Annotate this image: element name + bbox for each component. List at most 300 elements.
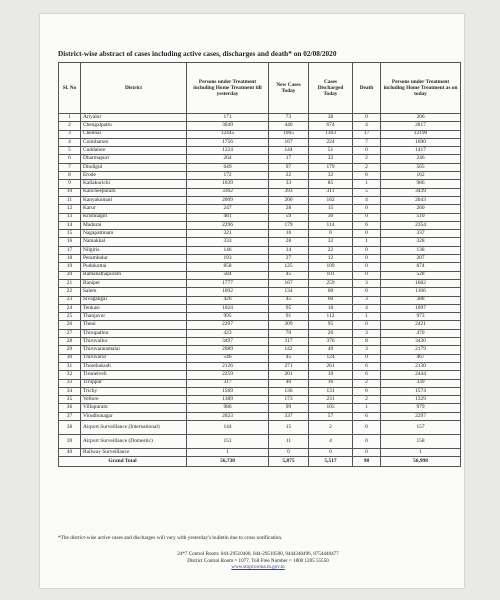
row-death: 0	[353, 205, 381, 213]
row-sl-no: 36	[59, 404, 81, 412]
row-prev-treatment: 3362	[187, 188, 269, 196]
grand-total-discharged: 5,517	[309, 457, 353, 467]
table-row	[59, 288, 461, 296]
table-row	[59, 338, 461, 346]
row-death: 0	[353, 387, 381, 395]
row-new-cases: 393	[269, 188, 309, 196]
row-district: Thiruvannamalai	[81, 346, 187, 354]
row-district: Cuddalore	[81, 147, 187, 155]
contact-info	[58, 551, 458, 571]
row-death: 7	[353, 138, 381, 146]
row-discharged: 51	[309, 147, 353, 155]
row-prev-treatment: 172	[187, 172, 269, 180]
row-sl-no: 40	[59, 448, 81, 456]
row-death: 0	[353, 288, 381, 296]
row-new-cases: 179	[269, 221, 309, 229]
row-treatment-today: 328	[381, 238, 461, 246]
row-treatment-today: 874	[381, 263, 461, 271]
row-death: 0	[353, 321, 381, 329]
row-discharged: 10	[309, 371, 353, 379]
row-treatment-today: 246	[381, 155, 461, 163]
table-row	[59, 387, 461, 395]
column-header: Persons under Treatment including Home Treatment till yesterday	[187, 63, 269, 114]
row-prev-treatment: 1092	[187, 288, 269, 296]
row-treatment-today: 337	[381, 230, 461, 238]
row-new-cases: 271	[269, 362, 309, 370]
row-district: Salem	[81, 288, 187, 296]
row-new-cases: 167	[269, 279, 309, 287]
row-sl-no: 16	[59, 238, 81, 246]
row-new-cases: 125	[269, 263, 309, 271]
row-new-cases: 28	[269, 238, 309, 246]
grand-total-new: 5,875	[269, 457, 309, 467]
row-prev-treatment: 1324	[187, 147, 269, 155]
row-treatment-today: 1329	[381, 396, 461, 404]
row-discharged: 224	[309, 138, 353, 146]
row-treatment-today: 470	[381, 329, 461, 337]
row-new-cases: 95	[269, 304, 309, 312]
row-discharged: 131	[309, 387, 353, 395]
row-new-cases: 33	[269, 180, 309, 188]
row-prev-treatment: 12445	[187, 130, 269, 138]
row-prev-treatment: 151	[187, 434, 269, 448]
row-treatment-today: 3430	[381, 338, 461, 346]
row-new-cases: 200	[269, 196, 309, 204]
row-treatment-today: 2817	[381, 122, 461, 130]
row-new-cases: 91	[269, 313, 309, 321]
row-discharged: 49	[309, 346, 353, 354]
district-table	[58, 62, 461, 467]
row-death: 0	[353, 448, 381, 456]
row-treatment-today: 528	[381, 271, 461, 279]
row-treatment-today: 339	[381, 379, 461, 387]
row-treatment-today: 162	[381, 172, 461, 180]
column-header: Death	[353, 63, 381, 114]
row-district: Kallakurichi	[81, 180, 187, 188]
row-prev-treatment: 2023	[187, 412, 269, 420]
row-treatment-today: 467	[381, 354, 461, 362]
row-death: 0	[353, 255, 381, 263]
row-new-cases: 446	[269, 122, 309, 130]
column-header: Persons under Treatment including Home Treatment as on today	[381, 63, 461, 114]
row-sl-no: 21	[59, 279, 81, 287]
row-prev-treatment: 1	[187, 448, 269, 456]
row-treatment-today: 260	[381, 205, 461, 213]
row-sl-no: 13	[59, 213, 81, 221]
row-sl-no: 25	[59, 313, 81, 321]
row-death: 1	[353, 238, 381, 246]
row-treatment-today: 1	[381, 448, 461, 456]
row-discharged: 32	[309, 172, 353, 180]
row-discharged: 12	[309, 255, 353, 263]
row-death: 1	[353, 180, 381, 188]
row-discharged: 60	[309, 288, 353, 296]
row-prev-treatment: 171	[187, 114, 269, 122]
row-district: Nagapattinam	[81, 230, 187, 238]
row-district: Thanjavur	[81, 313, 187, 321]
row-new-cases: 45	[269, 354, 309, 362]
row-death: 6	[353, 371, 381, 379]
row-sl-no: 30	[59, 354, 81, 362]
row-discharged: 30	[309, 213, 353, 221]
row-new-cases: 22	[269, 172, 309, 180]
row-discharged: 179	[309, 163, 353, 171]
row-treatment-today: 1166	[381, 288, 461, 296]
row-sl-no: 35	[59, 396, 81, 404]
row-death: 0	[353, 271, 381, 279]
row-new-cases: 73	[269, 114, 309, 122]
row-discharged: 231	[309, 396, 353, 404]
row-prev-treatment: 317	[187, 379, 269, 387]
row-death: 1	[353, 404, 381, 412]
row-discharged: 95	[309, 321, 353, 329]
row-prev-treatment: 995	[187, 313, 269, 321]
row-new-cases: 1065	[269, 130, 309, 138]
row-sl-no: 14	[59, 221, 81, 229]
row-treatment-today: 12190	[381, 130, 461, 138]
row-prev-treatment: 649	[187, 163, 269, 171]
row-treatment-today: 2043	[381, 196, 461, 204]
row-district: Namakkal	[81, 238, 187, 246]
row-new-cases: 14	[269, 246, 309, 254]
row-death: 6	[353, 362, 381, 370]
row-sl-no: 37	[59, 412, 81, 420]
table-row	[59, 271, 461, 279]
table-row	[59, 163, 461, 171]
row-sl-no: 17	[59, 246, 81, 254]
row-treatment-today: 565	[381, 163, 461, 171]
table-row	[59, 396, 461, 404]
row-sl-no: 27	[59, 329, 81, 337]
table-row	[59, 205, 461, 213]
table-row	[59, 180, 461, 188]
row-treatment-today: 2130	[381, 362, 461, 370]
row-district: Chengalpattu	[81, 122, 187, 130]
row-treatment-today: 157	[381, 420, 461, 434]
table-row	[59, 279, 461, 287]
table-row	[59, 304, 461, 312]
row-district: Dharmapuri	[81, 155, 187, 163]
table-row	[59, 329, 461, 337]
row-death: 0	[353, 246, 381, 254]
row-death: 4	[353, 122, 381, 130]
row-sl-no: 19	[59, 263, 81, 271]
table-row	[59, 147, 461, 155]
row-sl-no: 9	[59, 180, 81, 188]
row-sl-no: 2	[59, 122, 81, 130]
row-discharged: 4	[309, 434, 353, 448]
row-death: 3	[353, 346, 381, 354]
row-death: 4	[353, 304, 381, 312]
row-sl-no: 3	[59, 130, 81, 138]
row-sl-no: 7	[59, 163, 81, 171]
row-death: 1	[353, 313, 381, 321]
row-district: Railway Surveillance	[81, 448, 187, 456]
row-prev-treatment: 247	[187, 205, 269, 213]
row-discharged: 20	[309, 329, 353, 337]
row-treatment-today: 1097	[381, 304, 461, 312]
row-prev-treatment: 3497	[187, 338, 269, 346]
row-new-cases: 0	[269, 448, 309, 456]
row-new-cases: 337	[269, 412, 309, 420]
table-row	[59, 321, 461, 329]
row-death: 0	[353, 114, 381, 122]
row-district: Airport Surveillance (International)	[81, 420, 187, 434]
row-discharged: 674	[309, 122, 353, 130]
row-death: 6	[353, 221, 381, 229]
row-sl-no: 11	[59, 196, 81, 204]
table-row	[59, 296, 461, 304]
table-row	[59, 263, 461, 271]
row-district: Madurai	[81, 221, 187, 229]
row-district: Theni	[81, 321, 187, 329]
table-header-row	[59, 63, 461, 114]
row-new-cases: 15	[269, 420, 309, 434]
row-sl-no: 1	[59, 114, 81, 122]
row-treatment-today: 1574	[381, 387, 461, 395]
table-row	[59, 412, 461, 420]
row-death: 2	[353, 396, 381, 404]
table-row	[59, 362, 461, 370]
row-district: Karur	[81, 205, 187, 213]
row-district: Ranipet	[81, 279, 187, 287]
row-death: 2	[353, 155, 381, 163]
row-discharged: 15	[309, 205, 353, 213]
row-prev-treatment: 2259	[187, 371, 269, 379]
row-district: Pudukottai	[81, 263, 187, 271]
row-new-cases: 45	[269, 296, 309, 304]
row-district: Airport Surveillance (Domestic)	[81, 434, 187, 448]
footnote: *The district-wise active cases and discharges will vary with yesterday's bulletin due to cross notification.	[58, 535, 283, 541]
row-new-cases: 16	[269, 230, 309, 238]
row-treatment-today: 2354	[381, 221, 461, 229]
row-treatment-today: 510	[381, 213, 461, 221]
row-death: 3	[353, 296, 381, 304]
column-header: District	[81, 63, 187, 114]
row-discharged: 60	[309, 296, 353, 304]
table-row	[59, 434, 461, 448]
table-row	[59, 346, 461, 354]
row-district: Sivagangai	[81, 296, 187, 304]
table-row	[59, 313, 461, 321]
row-new-cases: 173	[269, 396, 309, 404]
row-discharged: 259	[309, 279, 353, 287]
row-new-cases: 27	[269, 255, 309, 263]
grand-total-today: 56,998	[381, 457, 461, 467]
row-district: Thirupathur	[81, 329, 187, 337]
row-treatment-today: 206	[381, 114, 461, 122]
row-prev-treatment: 2009	[187, 196, 269, 204]
row-death: 3	[353, 279, 381, 287]
row-prev-treatment: 333	[187, 238, 269, 246]
row-new-cases: 317	[269, 338, 309, 346]
row-discharged: 1303	[309, 130, 353, 138]
row-sl-no: 29	[59, 346, 81, 354]
row-district: Chennai	[81, 130, 187, 138]
table-row	[59, 379, 461, 387]
row-sl-no: 4	[59, 138, 81, 146]
row-prev-treatment: 1389	[187, 396, 269, 404]
row-new-cases: 97	[269, 163, 309, 171]
row-death: 0	[353, 230, 381, 238]
row-new-cases: 11	[269, 434, 309, 448]
table-row	[59, 255, 461, 263]
row-sl-no: 12	[59, 205, 81, 213]
row-district: Nilgiris	[81, 246, 187, 254]
row-death: 0	[353, 420, 381, 434]
row-treatment-today: 2297	[381, 412, 461, 420]
district-control-line: District Control Room = 1077, Toll Free Number = 1800 1205 55550	[187, 557, 329, 564]
row-prev-treatment: 426	[187, 296, 269, 304]
column-header: New Cases Today	[269, 63, 309, 114]
row-death: 0	[353, 213, 381, 221]
row-discharged: 109	[309, 263, 353, 271]
row-sl-no: 32	[59, 371, 81, 379]
row-district: Thiruvarur	[81, 354, 187, 362]
row-death: 8	[353, 338, 381, 346]
grand-total-label: Grand Total	[59, 457, 187, 467]
table-row	[59, 238, 461, 246]
row-district: Erode	[81, 172, 187, 180]
row-district: Coimbatore	[81, 138, 187, 146]
row-district: Krishnagiri	[81, 213, 187, 221]
row-prev-treatment: 146	[187, 246, 269, 254]
row-prev-treatment: 3049	[187, 122, 269, 130]
row-discharged: 261	[309, 362, 353, 370]
row-district: Vellore	[81, 396, 187, 404]
table-row	[59, 196, 461, 204]
row-prev-treatment: 2207	[187, 321, 269, 329]
row-new-cases: 136	[269, 387, 309, 395]
row-discharged: 22	[309, 246, 353, 254]
row-new-cases: 70	[269, 329, 309, 337]
row-discharged: 162	[309, 196, 353, 204]
row-new-cases: 59	[269, 213, 309, 221]
row-new-cases: 134	[269, 288, 309, 296]
row-death: 0	[353, 354, 381, 362]
row-treatment-today: 986	[381, 180, 461, 188]
row-district: Ariyalur	[81, 114, 187, 122]
table-row	[59, 188, 461, 196]
row-death: 2	[353, 163, 381, 171]
row-prev-treatment: 584	[187, 271, 269, 279]
row-treatment-today: 1417	[381, 147, 461, 155]
table-row	[59, 230, 461, 238]
row-district: Thiruvallur	[81, 338, 187, 346]
row-treatment-today: 388	[381, 296, 461, 304]
row-prev-treatment: 858	[187, 263, 269, 271]
row-prev-treatment: 423	[187, 329, 269, 337]
row-sl-no: 28	[59, 338, 81, 346]
row-sl-no: 6	[59, 155, 81, 163]
row-treatment-today: 2444	[381, 371, 461, 379]
table-row	[59, 404, 461, 412]
row-treatment-today: 979	[381, 404, 461, 412]
row-treatment-today: 138	[381, 246, 461, 254]
row-district: Virudhunagar	[81, 412, 187, 420]
row-district: Kanyakumari	[81, 196, 187, 204]
row-prev-treatment: 264	[187, 155, 269, 163]
row-prev-treatment: 1039	[187, 180, 269, 188]
control-room-line: 24*7 Control Room: 044-29510400, 044-29510500, 9444340496, 8754448477	[177, 551, 339, 557]
row-prev-treatment: 2089	[187, 346, 269, 354]
row-death: 6	[353, 412, 381, 420]
row-sl-no: 10	[59, 188, 81, 196]
row-discharged: 124	[309, 354, 353, 362]
row-prev-treatment: 1569	[187, 387, 269, 395]
website-link[interactable]: www.stopcorona.tn.gov.in	[231, 564, 285, 571]
row-prev-treatment: 321	[187, 230, 269, 238]
row-sl-no: 23	[59, 296, 81, 304]
table-row	[59, 371, 461, 379]
row-new-cases: 142	[269, 346, 309, 354]
row-district: Trichy	[81, 387, 187, 395]
row-sl-no: 15	[59, 230, 81, 238]
row-discharged: 0	[309, 448, 353, 456]
row-prev-treatment: 2126	[187, 362, 269, 370]
row-discharged: 105	[309, 404, 353, 412]
row-sl-no: 26	[59, 321, 81, 329]
row-death: 0	[353, 263, 381, 271]
row-treatment-today: 973	[381, 313, 461, 321]
row-discharged: 114	[309, 221, 353, 229]
row-discharged: 16	[309, 379, 353, 387]
row-new-cases: 17	[269, 155, 309, 163]
row-discharged: 101	[309, 271, 353, 279]
row-discharged: 311	[309, 188, 353, 196]
row-new-cases: 167	[269, 138, 309, 146]
row-sl-no: 20	[59, 271, 81, 279]
row-discharged: 33	[309, 155, 353, 163]
row-prev-treatment: 546	[187, 354, 269, 362]
row-treatment-today: 158	[381, 434, 461, 448]
row-treatment-today: 2179	[381, 346, 461, 354]
table-row	[59, 155, 461, 163]
row-prev-treatment: 986	[187, 404, 269, 412]
row-death: 0	[353, 147, 381, 155]
grand-total-prev: 56,738	[187, 457, 269, 467]
table-row	[59, 122, 461, 130]
row-district: Tiruppur	[81, 379, 187, 387]
grand-total-death: 98	[353, 457, 381, 467]
row-treatment-today: 2421	[381, 321, 461, 329]
row-prev-treatment: 193	[187, 255, 269, 263]
row-prev-treatment: 1777	[187, 279, 269, 287]
row-district: Kancheepuram	[81, 188, 187, 196]
row-sl-no: 22	[59, 288, 81, 296]
bulletin-sheet	[40, 14, 464, 588]
row-prev-treatment: 144	[187, 420, 269, 434]
table-row	[59, 221, 461, 229]
row-discharged: 18	[309, 304, 353, 312]
row-new-cases: 40	[269, 379, 309, 387]
row-new-cases: 144	[269, 147, 309, 155]
row-treatment-today: 1690	[381, 138, 461, 146]
row-new-cases: 309	[269, 321, 309, 329]
row-district: Ramanathapuram	[81, 271, 187, 279]
column-header: Cases Discharged Today	[309, 63, 353, 114]
row-new-cases: 201	[269, 371, 309, 379]
table-row	[59, 172, 461, 180]
row-discharged: 57	[309, 412, 353, 420]
row-sl-no: 5	[59, 147, 81, 155]
row-discharged: 38	[309, 114, 353, 122]
table-row	[59, 130, 461, 138]
row-discharged: 85	[309, 180, 353, 188]
row-district: Thoothukudi	[81, 362, 187, 370]
row-discharged: 32	[309, 238, 353, 246]
table-body	[59, 114, 461, 457]
